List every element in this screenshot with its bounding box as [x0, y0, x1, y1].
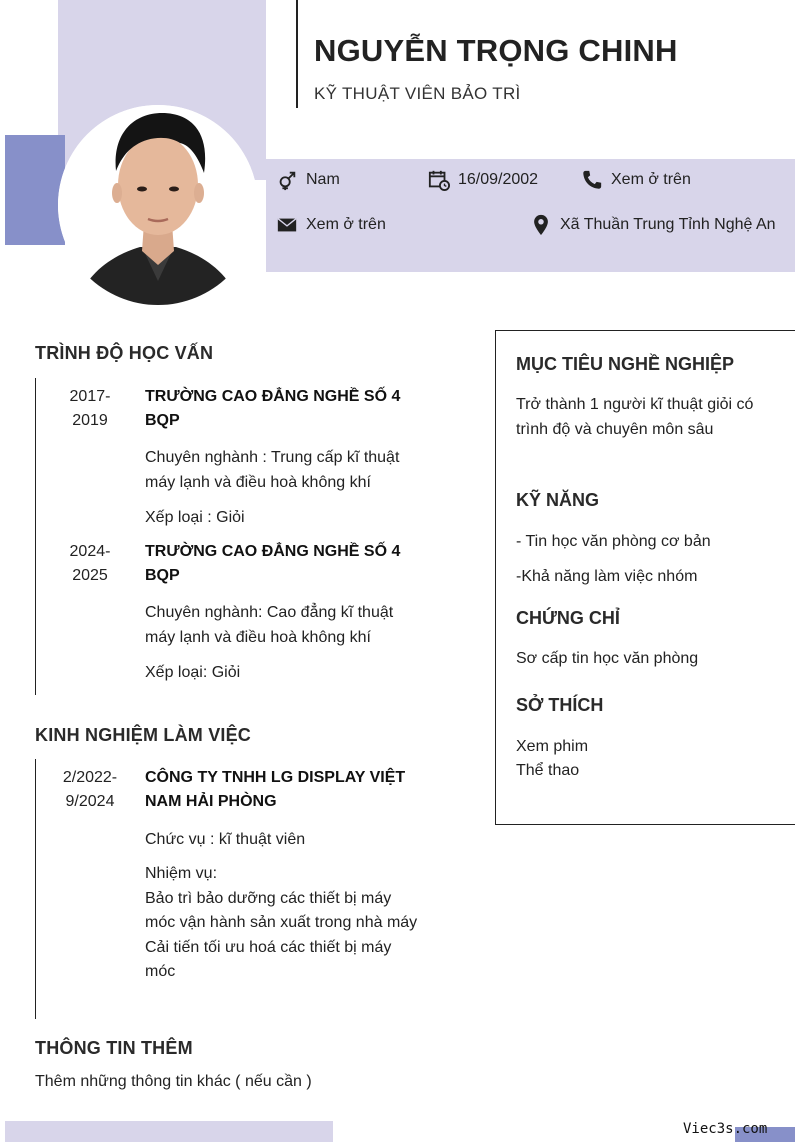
phone-value: Xem ở trên — [611, 171, 691, 188]
certificate-item: Sơ cấp tin học văn phòng — [516, 650, 699, 667]
phone-icon — [581, 169, 603, 191]
education-school: TRƯỜNG CAO ĐẲNG NGHỀ SỐ 4 BQP — [145, 388, 401, 429]
education-major: Chuyên nghành : Trung cấp kĩ thuật máy lạnh và điều hoà không khí — [145, 449, 400, 491]
gender-value: Nam — [306, 171, 340, 188]
info-email — [276, 213, 386, 237]
experience-company: CÔNG TY TNHH LG DISPLAY VIỆT NAM HẢI PHÒNG — [145, 769, 406, 810]
objective-title: MỤC TIÊU NGHỀ NGHIỆP — [516, 354, 735, 374]
education-timeline — [35, 378, 401, 695]
header-name-block — [296, 0, 678, 108]
gender-icon — [276, 169, 298, 191]
experience-timeline — [35, 759, 418, 1019]
extra-info-title: THÔNG TIN THÊM — [35, 1038, 193, 1058]
envelope-icon — [276, 214, 298, 236]
certificates-title: CHỨNG CHỈ — [516, 608, 620, 628]
calendar-icon — [428, 169, 450, 191]
education-title: TRÌNH ĐỘ HỌC VẤN — [35, 343, 214, 363]
hobbies-text: Xem phim Thể thao — [516, 738, 589, 779]
education-major: Chuyên nghành: Cao đẳng kĩ thuật máy lạnh và điều hoà không khí — [145, 604, 394, 646]
personal-info-panel — [266, 159, 795, 272]
education-date: 2017- 2019 — [69, 388, 111, 429]
profile-photo — [58, 105, 258, 305]
info-birthday — [428, 168, 538, 192]
skills-title: KỸ NĂNG — [516, 490, 600, 510]
education-grade: Xếp loại : Giỏi — [145, 509, 245, 526]
education-grade: Xếp loại: Giỏi — [145, 664, 241, 681]
experience-title: KINH NGHIỆM LÀM VIỆC — [35, 725, 252, 745]
education-date: 2024- 2025 — [69, 543, 111, 584]
job-title: KỸ THUẬT VIÊN BẢO TRÌ — [314, 84, 521, 103]
footer-accent-bar — [5, 1121, 333, 1142]
skill-item: -Khả năng làm việc nhóm — [516, 568, 698, 585]
extra-info-text: Thêm những thông tin khác ( nếu cần ) — [35, 1073, 312, 1090]
education-school: TRƯỜNG CAO ĐẲNG NGHỀ SỐ 4 BQP — [145, 543, 401, 584]
side-accent-block — [5, 135, 65, 245]
info-address — [530, 213, 790, 237]
email-value: Xem ở trên — [306, 216, 386, 233]
candidate-name: NGUYỄN TRỌNG CHINH — [314, 33, 678, 68]
right-info-box — [495, 330, 795, 825]
experience-duties: Nhiệm vụ: Bảo trì bảo dưỡng các thiết bị máy móc vận hành sản xuất trong nhà máy Cải tiến tối ưu hoá các thiết bị máy móc — [145, 865, 418, 980]
birthday-value: 16/09/2002 — [458, 171, 539, 188]
info-phone — [581, 168, 691, 192]
skill-item: - Tin học văn phòng cơ bản — [516, 533, 711, 550]
info-gender — [276, 168, 340, 192]
experience-position: Chức vụ : kĩ thuật viên — [145, 831, 306, 848]
objective-text: Trở thành 1 người kĩ thuật giỏi có trình độ và chuyên môn sâu — [516, 396, 754, 438]
hobbies-title: SỞ THÍCH — [516, 695, 604, 715]
map-pin-icon — [530, 214, 552, 236]
address-value: Xã Thuần Trung Tỉnh Nghệ An — [560, 216, 776, 233]
experience-date: 2/2022- 9/2024 — [62, 769, 118, 810]
watermark: Viec3s.com — [683, 1121, 768, 1137]
